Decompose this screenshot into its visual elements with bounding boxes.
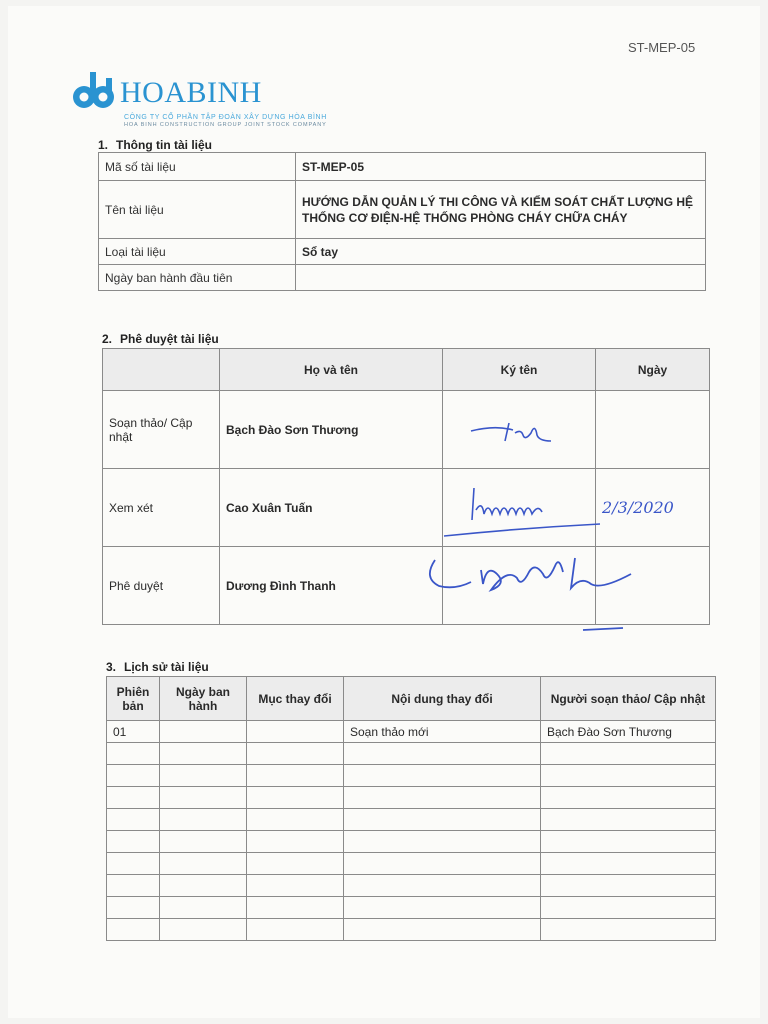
cell xyxy=(247,831,344,853)
info-label: Loại tài liệu xyxy=(99,239,296,265)
table-row xyxy=(99,239,706,265)
cell xyxy=(247,853,344,875)
date-cell: 2/3/2020 xyxy=(596,469,710,547)
table-row xyxy=(99,153,706,181)
cell xyxy=(107,853,160,875)
cell: Soạn thảo mới xyxy=(344,721,541,743)
signature-3-icon xyxy=(425,548,640,638)
cell xyxy=(344,765,541,787)
cell xyxy=(541,919,716,941)
cell xyxy=(344,897,541,919)
cell xyxy=(160,853,247,875)
cell xyxy=(541,831,716,853)
cell xyxy=(247,809,344,831)
info-value: Sổ tay xyxy=(296,239,706,265)
table-header-row xyxy=(107,677,716,721)
table-row xyxy=(103,469,710,547)
section3-title xyxy=(106,660,209,674)
date-cell xyxy=(596,391,710,469)
table-row xyxy=(107,919,716,941)
cell xyxy=(160,787,247,809)
logo-subtitle-vn: CÔNG TY CỔ PHẦN TẬP ĐOÀN XÂY DỰNG HÒA BÌNH xyxy=(124,114,327,121)
cell xyxy=(160,875,247,897)
header-cell xyxy=(103,349,220,391)
cell xyxy=(160,743,247,765)
header-cell: Ký tên xyxy=(443,349,596,391)
name-cell: Bạch Đào Sơn Thương xyxy=(220,391,443,469)
info-value xyxy=(296,265,706,291)
logo-name: HOABINH xyxy=(120,76,262,109)
info-label: Ngày ban hành đầu tiên xyxy=(99,265,296,291)
table-row xyxy=(107,743,716,765)
cell xyxy=(344,809,541,831)
cell xyxy=(344,875,541,897)
table-row xyxy=(99,181,706,239)
document-info-table xyxy=(98,152,706,291)
table-row xyxy=(107,721,716,743)
table-row xyxy=(107,765,716,787)
company-logo xyxy=(70,70,390,132)
header-cell: Nội dung thay đổi xyxy=(344,677,541,721)
cell xyxy=(160,809,247,831)
cell xyxy=(160,831,247,853)
table-row xyxy=(107,853,716,875)
role-cell: Soạn thảo/ Cập nhật xyxy=(103,391,220,469)
cell xyxy=(247,875,344,897)
table-header-row xyxy=(103,349,710,391)
cell xyxy=(107,787,160,809)
role-cell: Phê duyệt xyxy=(103,547,220,625)
role-cell: Xem xét xyxy=(103,469,220,547)
cell xyxy=(344,919,541,941)
table-row xyxy=(99,265,706,291)
cell xyxy=(160,919,247,941)
cell xyxy=(344,853,541,875)
table-row xyxy=(107,875,716,897)
cell xyxy=(247,721,344,743)
cell xyxy=(107,831,160,853)
section3-title-text: Lịch sử tài liệu xyxy=(124,660,209,674)
section1-number: 1. xyxy=(98,138,109,152)
cell xyxy=(160,765,247,787)
header-cell: Ngày ban hành xyxy=(160,677,247,721)
info-label: Mã số tài liệu xyxy=(99,153,296,181)
header-cell: Họ và tên xyxy=(220,349,443,391)
cell xyxy=(107,897,160,919)
header-cell: Người soạn thảo/ Cập nhật xyxy=(541,677,716,721)
history-table xyxy=(106,676,716,941)
cell xyxy=(107,809,160,831)
section2-title xyxy=(102,332,219,346)
cell xyxy=(344,831,541,853)
section3-number: 3. xyxy=(106,660,117,674)
cell: 01 xyxy=(107,721,160,743)
cell xyxy=(344,743,541,765)
signature-2-icon xyxy=(442,480,602,540)
info-value: ST-MEP-05 xyxy=(296,153,706,181)
name-cell: Dương Đình Thanh xyxy=(220,547,443,625)
cell xyxy=(541,787,716,809)
cell xyxy=(247,787,344,809)
cell xyxy=(107,919,160,941)
cell xyxy=(160,721,247,743)
cell xyxy=(541,853,716,875)
cell xyxy=(541,765,716,787)
table-row xyxy=(107,809,716,831)
name-cell: Cao Xuân Tuấn xyxy=(220,469,443,547)
header-cell: Mục thay đổi xyxy=(247,677,344,721)
document-code: ST-MEP-05 xyxy=(628,40,696,55)
header-cell: Ngày xyxy=(596,349,710,391)
cell xyxy=(247,919,344,941)
cell: Bạch Đào Sơn Thương xyxy=(541,721,716,743)
table-row xyxy=(107,831,716,853)
logo-subtitle-en: HOA BINH CONSTRUCTION GROUP JOINT STOCK COMPANY xyxy=(124,122,327,128)
cell xyxy=(160,897,247,919)
info-value: HƯỚNG DẪN QUẢN LÝ THI CÔNG VÀ KIỂM SOÁT CHẤT LƯỢNG HỆ THỐNG CƠ ĐIỆN-HỆ THỐNG PHÒNG CHÁY CHỮA CHÁY xyxy=(296,181,706,239)
cell xyxy=(247,897,344,919)
cell xyxy=(541,897,716,919)
info-label: Tên tài liệu xyxy=(99,181,296,239)
hoabinh-logo-icon xyxy=(70,70,118,114)
table-row xyxy=(103,391,710,469)
section1-title xyxy=(98,138,212,152)
table-row xyxy=(107,787,716,809)
section2-title-text: Phê duyệt tài liệu xyxy=(120,332,219,346)
cell xyxy=(344,787,541,809)
cell xyxy=(247,765,344,787)
cell xyxy=(107,875,160,897)
signature-1-icon xyxy=(465,415,560,450)
cell xyxy=(541,875,716,897)
section1-title-text: Thông tin tài liệu xyxy=(116,138,213,152)
table-row xyxy=(107,897,716,919)
cell xyxy=(107,743,160,765)
cell xyxy=(247,743,344,765)
section2-number: 2. xyxy=(102,332,113,346)
cell xyxy=(107,765,160,787)
header-cell: Phiên bản xyxy=(107,677,160,721)
cell xyxy=(541,809,716,831)
cell xyxy=(541,743,716,765)
